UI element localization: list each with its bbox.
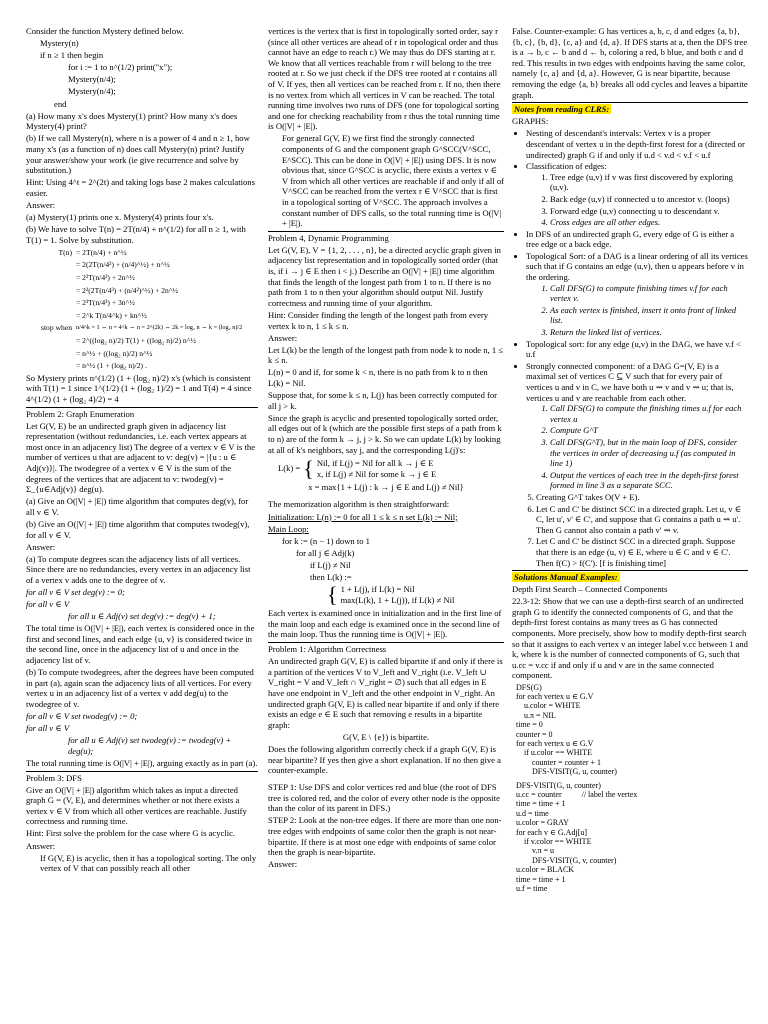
- list-item: • In DFS of an undirected graph G, every edge of G is either a tree edge or a back edge.: [526, 229, 748, 250]
- text-line: 22.3-12: Show that we can use a depth-first search of an undirected graph G to identify the connected components of G, and that the depth-first forest contains as many trees as G has connected components. More precisely, show how to modify depth-first search so that it assigns to each vertex v an integer label v.cc between 1 and k, where k is the number of connected components of G, such that u.cc = v.cc if and only if u and v are in the same connected component.: [512, 596, 748, 681]
- list-item: • Nesting of descendant's intervals: Vertex v is a proper descendant of vertex u in the depth-first forest for a (directed or undirected) graph G if and only if u.d < v.d < v.f < u.f: [526, 128, 748, 160]
- text-line: Since the graph is acyclic and presented topologically sorted order, all edges out of k (which are the possible first steps of a path from k to n) are of the form k → j, j > k. So we can update L(k) by looking at all of k's neighbors, say j, and the corresponding L(j)'s:: [268, 412, 502, 455]
- subsection-title: GRAPHS:: [512, 116, 549, 127]
- text-line: So Mystery prints n^(1/2) (1 + (log₂ n)/2) x's (which is consistent with T(1) = 1 since 1^(1/2) (1 + (log₂ 1)/2) = 1 and T(4) = 4 since 4^(1/2) (1 + (log₂ 4)/2) = 4: [26, 372, 252, 404]
- hint: Hint: Consider finding the length of the longest path from every vertex k to n, 1 ≤ k ≤ n.: [268, 309, 489, 331]
- code-line: if n ≥ 1 then begin: [40, 50, 104, 61]
- pseudocode-line: DFS-VISIT(G, u, counter): [516, 767, 617, 777]
- text-line: Each vertex is examined once in initialization and in the first line of the main loop and each edge is examined once in the second line of the main loop. Thus the running time is O(|V| + |E|).: [268, 608, 502, 640]
- code-line: if L(j) ≠ Nil: [310, 559, 351, 570]
- update-cases: { 1 + L(j), if L(k) = Nil max(L(k), 1 + L(j)), if L(k) ≠ Nil: [327, 581, 455, 607]
- text-line: Let G(V, E), V = {1, 2, . . . , n}, be a directed acyclic graph given in adjacency list representation and in topologically sorted order (that is, if i → j ∈ E then i < j.) Describe an O(|V| + |E|) time algorithm that finds the length of the longest path from 1 to n. If there is no path from 1 to n then your algorithm should output Nil. Justify correctness and running time of your algorithm.: [268, 244, 501, 308]
- max-definition: x = max{1 + L(j) : k → j ∈ E and L(j) ≠ Nil}: [308, 482, 464, 493]
- code-line: for all u ∈ Adj(v) set deg(v) := deg(v) + 1;: [68, 611, 216, 622]
- code-line: then L(k) :=: [310, 572, 352, 582]
- pseudocode-line: v.π = u: [516, 846, 555, 856]
- answer-label: Answer:: [26, 199, 56, 210]
- recurrence-derivation: T(n) = 2T(n/4) + n^½ = 2(2T(n/4²) + (n/4)^½) + n^½ = 2²T(n/4²) + 2n^½ = 2²(2T(n/4³) + (n/4²)^½) + 2n^½ = 2³T(n/4³) + 3n^½ = 2^k T(n/4^k) + kn^½ stop when n/4^k = 1 ⇔ n = 4^k ⇔ n = 2^(2k) ⇔ 2k = log₂ n ⇔ k = (log₂ n)/2 = 2^((log₂ n)/2) T(1) + ((log₂ n)/2) n^½ = n^½ + ((log₂ n)/2) n^½ = n^½ (1 + (log₂ n)/2) .: [40, 247, 243, 371]
- pseudocode-line: DFS-VISIT(G, v, counter): [516, 855, 617, 865]
- numbered-list: [512, 492, 748, 568]
- divider: [512, 102, 748, 103]
- code-line: for all v ∈ V: [26, 723, 70, 734]
- pseudocode-line: DFS(G): [516, 682, 542, 692]
- text-line: STEP 2: Look at the non-tree edges. If there are more than one non-tree edges with endpoints of same color then the graph is not near-bipartite. If there is at most one edge with endpoints of same color then the graph is near-bipartite.: [268, 815, 502, 858]
- answer-label: Answer:: [268, 859, 298, 870]
- list-item: 7. Let C and C' be distinct SCC in a directed graph. Suppose that there is an edge (u, v) ∈ E, where u ∈ C and v ∈ C'. Then f(C) > f(C'). [f is finishing time]: [536, 536, 748, 568]
- pseudocode-line: if u.color == WHITE: [516, 748, 592, 758]
- pseudocode-line: u.f = time: [516, 884, 548, 894]
- pseudocode-line: counter = counter + 1: [516, 757, 601, 767]
- code-line: for k := (n − 1) down to 1: [282, 535, 370, 546]
- list-item: 1. Call DFS(G) to compute finishing times v.f for each vertex v.: [550, 283, 748, 304]
- hint: Hint: First solve the problem for the case where G is acyclic.: [26, 828, 236, 839]
- text-line: Let L(k) be the length of the longest path from node k to node n, 1 ≤ k ≤ n.: [268, 344, 504, 366]
- text-line: If G(V, E) is acyclic, then it has a topological sorting. The only vertex of V that can possibly reach all other: [40, 852, 257, 874]
- pseudocode-line: u.color = WHITE: [516, 701, 581, 711]
- code-line: Mystery(n/4);: [68, 74, 116, 85]
- text-line: Give an O(|V| + |E|) algorithm which takes as input a directed graph G = (V, E), and determines whether or not there exists a vertex v ∈ V from which all other vertices are reachable. Justify correctness and running time.: [26, 784, 247, 827]
- text-line: False. Counter-example: G has vertices a, b, c, d and edges {a, b}, {b, c}, {b, d}, {c, a} and {d, a}. If DFS starts at a, then the DFS tree is a → b, c ← b and d ← b, coloring a red, b blue, and both c and d red. This results in two edges with endpoints having the same color, namely {c, a} and {d, a}. However, G is near bipartite, because removing the edge {a, b} breaks all odd cycles and leaves a bipartite graph.: [512, 26, 748, 100]
- divider: [268, 642, 504, 643]
- code-line: for i := 1 to n^(1/2) print("x");: [68, 62, 173, 73]
- hint: Hint: Using 4^t = 2^(2t) and taking logs base 2 makes calculations easier.: [26, 177, 255, 198]
- text-line: Does the following algorithm correctly check if a graph G(V, E) is near bipartite? If yes then give a short explanation. If no then give a counter-example.: [268, 743, 501, 776]
- code-line: for all v ∈ V set twodeg(v) := 0;: [26, 711, 138, 722]
- list-item: 2. As each vertex is finished, insert it onto front of linked list.: [550, 305, 748, 326]
- text-line: vertices is the vertex that is first in topologically sorted order, say r (since all other vertices are ahead of r in topological order and thus cannot have an edge to reach r.) We may thus do DFS starting at r. We know that all vertices reachable from r will belong to the tree rooted at r. So we just check if the DFS tree rooted at r contains all of V. If yes, then all vertices can be reached from r. If no, then there is no vertex from which all vertices in V can be reached. The total running time involves two runs of DFS (one for topological sorting and one for checking reachability from r thus the total running time is O(|V| + |E|).: [268, 26, 501, 132]
- text-line: (a) Give an O(|V| + |E|) time algorithm that computes deg(v), for all v ∈ V.: [26, 496, 249, 517]
- divider: [268, 231, 504, 232]
- text-line: Consider the function Mystery defined below.: [26, 26, 184, 36]
- code-line: Mystery(n): [40, 38, 79, 49]
- brace-icon: {: [303, 455, 314, 481]
- text-line: Suppose that, for some k ≤ n, L(j) has been correctly computed for all j > k.: [268, 390, 498, 411]
- pseudocode-line: DFS-VISIT(G, u, counter): [516, 780, 601, 790]
- list-item: • Strongly connected component: of a DAG G=(V, E) is a maximal set of vertices C ⊆ V such that for every pair of vertices u and v in C, we have both u ⇝ v and v ⇝ u; that is, vertices u and v are reachable from each other. 1. Call DFS(G) to compute the finishing times u.f for each vertex u 2. Compute G^T 3. Call DFS(G^T), but in the main loop of DFS, consider the vertices in order of decreasing u.f (as computed in line 1) 4. Output the vertices of each tree in the depth-first forest formed in line 3 as a separate SCC.: [526, 361, 748, 491]
- pseudocode-line: time = time + 1: [516, 799, 566, 809]
- pseudocode-line: u.color = GRAY: [516, 818, 569, 828]
- divider: [512, 570, 748, 571]
- text-line: L(n) = 0 and if, for some k < n, there is no path from k to n then L(k) = Nil.: [268, 367, 488, 388]
- list-item: 4. Output the vertices of each tree in the depth-first forest formed in line 3 as a separate SCC.: [550, 470, 748, 491]
- divider: [26, 407, 258, 408]
- text-line: (b) We have to solve T(n) = 2T(n/4) + n^(1/2) for all n ≥ 1, with T(1) = 1. Solve by substitution.: [26, 224, 246, 245]
- list-item: • Topological sort: for any edge (u,v) in the DAG, we have v.f < u.f: [526, 339, 748, 360]
- text-line: (b) Give an O(|V| + |E|) time algorithm that computes twodeg(v), for all v ∈ V.: [26, 518, 250, 540]
- list-item: 3. Return the linked list of vertices.: [550, 327, 748, 338]
- pseudocode-line: u.d = time: [516, 808, 549, 818]
- pseudocode-line: u.color = BLACK: [516, 865, 575, 875]
- list-item: • Topological Sort: of a DAG is a linear ordering of all its vertices such that if G contains an edge (u,v), then u appears before v in the ordering. 1. Call DFS(G) to compute finishing times v.f for each vertex v. 2. As each vertex is finished, insert it onto front of linked list. 3. Return the linked list of vertices.: [526, 251, 748, 338]
- pseudocode-line: if v.color == WHITE: [516, 837, 592, 847]
- text-line: Main Loop:: [268, 523, 309, 534]
- subsection-title: Depth First Search – Connected Components: [512, 584, 668, 595]
- bullet-list: [512, 128, 748, 491]
- text-line: (a) To compute degrees scan the adjacency lists of all vertices. Since there are no redundancies, every vertex in an adjacency list of a vertex v adds one to the degree of v.: [26, 553, 251, 585]
- text-line: The total time is O(|V| + |E|), each vertex is considered once in the first and second lines, and each edge {u, v} is considered twice in the second line, once in the adjacency list of u and once in the adjacency list of v.: [26, 623, 255, 666]
- list-item: 1. Call DFS(G) to compute the finishing times u.f for each vertex u: [550, 403, 748, 424]
- text-line: The total running time is O(|V| + |E|), arguing exactly as in part (a).: [26, 757, 258, 768]
- section-title: Problem 1: Algorithm Correctness: [268, 644, 387, 655]
- pseudocode-line: for each vertex u ∈ G.V: [516, 691, 594, 701]
- list-item: 3. Call DFS(G^T), but in the main loop of DFS, consider the vertices in order of decreasing u.f (as computed in line 1): [550, 437, 748, 469]
- list-item: 6. Let C and C' be distinct SCC in a directed graph. Let u, v ∈ C, let u', v' ∈ C', and suppose that G contains a path u ⇝ u'. Then G cannot also contain a path v' ⇝ v.: [536, 504, 748, 536]
- code-line: for all u ∈ Adj(v) set twodeg(v) := twodeg(v) + deg(u);: [68, 735, 232, 756]
- section-title: Problem 3: DFS: [26, 772, 82, 783]
- answer-label: Answer:: [26, 840, 56, 851]
- pseudocode-line: for each vertex u ∈ G.V: [516, 738, 594, 748]
- text-line: For general G(V, E) we first find the strongly connected components of G and the component graph G^SCC(V^SCC, E^SCC). This can be done in O(|V| + |E|) using DFS. It is now obvious that, since G^SCC is acyclic, there exists a vertex v ∈ V from which all other vertices are reachable if and only if all of V^SCC can be reached from the vertex r ∈ V^SCC that is first in a topological sorting of V^SCC. The approach involves a constant number of DFS calls, so the total running time is O(|V| + |E|).: [282, 133, 504, 229]
- pseudocode-line: u.π = NIL: [516, 710, 556, 720]
- text-line: The memorization algorithm is then straightforward:: [268, 499, 450, 510]
- pseudocode-line: for each v ∈ G.Adj[u]: [516, 827, 588, 837]
- column-2: [268, 26, 504, 871]
- text-line: Let G(V, E) be an undirected graph given in adjacency list representation (without redundancies, i.e. each vertex appears at most once in an adjacency list) The degree of a vertex v ∈ V is the number of vertices u that are adjacent to v: deg(v) = |{u : u ∈ Adj(v)}|. The twodegree of a vertex v ∈ V is the sum of the degrees of the vertices that are adjacent to v: twodeg(v) = Σ_{u∈Adj(v)} deg(u).: [26, 420, 256, 495]
- recurrence-cases: L(k) = { Nil, if L(j) = Nil for all k → j ∈ E x, if L(j) ≠ Nil for some k → j ∈ E: [278, 455, 437, 481]
- text-line: (a) Mystery(1) prints one x. Mystery(4) prints four x's.: [26, 212, 214, 222]
- list-item: 5. Creating G^T takes O(V + E).: [536, 492, 748, 503]
- list-item: • Classification of edges: 1. Tree edge (u,v) if v was first discovered by exploring (u,v). 2. Back edge (u,v) if connected u to ancestor v. (loops) 3. Forward edge (u,v) connecting u to descendant v. 4. Cross edges are all other edges.: [526, 161, 748, 228]
- section-title: Problem 2: Graph Enumeration: [26, 408, 135, 419]
- list-item: 4. Cross edges are all other edges.: [550, 217, 748, 228]
- text-line: G(V, E \ {e}) is bipartite.: [342, 731, 430, 742]
- column-3: [512, 26, 748, 893]
- text-line: An undirected graph G(V, E) is called bipartite if and only if there is a partition of the vertices V to V_left and V_right (i.e. V_left ∪ V_right = V and V_left ∩ V_right = ∅) such that all edges in E have one endpoint in V_left and the other endpoint in V_right. An undirected graph G(V, E) is called near bipartite if and only if there exists an edge e ∈ E such that removing e results in a bipartite graph:: [268, 656, 503, 730]
- text-line: STEP 1: Use DFS and color vertices red and blue (the root of DFS tree is colored red, and the color of every other node is the opposite than the color of its parent in DFS.): [268, 782, 500, 814]
- pseudocode-block: [512, 683, 748, 894]
- section-title: Solutions Manual Examples:: [514, 572, 618, 583]
- section-title: Notes from reading CLRS:: [514, 104, 610, 115]
- list-item: 1. Tree edge (u,v) if v was first discovered by exploring (u,v).: [550, 172, 748, 193]
- text-line: (a) How many x's does Mystery(1) print? How many x's does Mystery(4) print?: [26, 110, 238, 132]
- list-item: 2. Compute G^T: [550, 425, 748, 436]
- pseudocode-line: time = time + 1: [516, 874, 566, 884]
- list-item: 3. Forward edge (u,v) connecting u to descendant v.: [550, 206, 748, 217]
- code-line: for all v ∈ V: [26, 599, 70, 610]
- pseudocode-line: time = 0: [516, 720, 543, 730]
- list-item: 2. Back edge (u,v) if connected u to ancestor v. (loops): [550, 194, 748, 205]
- column-1: [26, 26, 258, 875]
- text-line: Initialization: L(n) := 0 for all 1 ≤ k ≤ n set L(k) := Nil;: [268, 511, 458, 522]
- code-line: for all j ∈ Adj(k): [296, 547, 355, 558]
- code-line: end: [54, 98, 67, 109]
- text-line: (b) To compute twodegrees, after the degrees have been computed in part (a), again scan the adjacency lists of all vertices. For every vertex u in an adjacency list of a vertex v add deg(u) to the twodegree of v.: [26, 667, 254, 709]
- answer-label: Answer:: [268, 332, 298, 343]
- divider: [26, 771, 258, 772]
- pseudocode-line: u.cc = counter // label the vertex: [516, 790, 638, 799]
- brace-icon: {: [327, 581, 338, 607]
- code-line: Mystery(n/4);: [68, 86, 116, 97]
- section-title: Problem 4, Dynamic Programming: [268, 232, 389, 243]
- answer-label: Answer:: [26, 541, 56, 552]
- code-line: for all v ∈ V set deg(v) := 0;: [26, 587, 125, 597]
- text-line: (b) If we call Mystery(n), where n is a power of 4 and n ≥ 1, how many x's (as a function of n) does call Mystery(n) print? Justify your answer/show your work (ie give recurrence and solve by substitution.): [26, 133, 250, 176]
- pseudocode-line: counter = 0: [516, 729, 553, 739]
